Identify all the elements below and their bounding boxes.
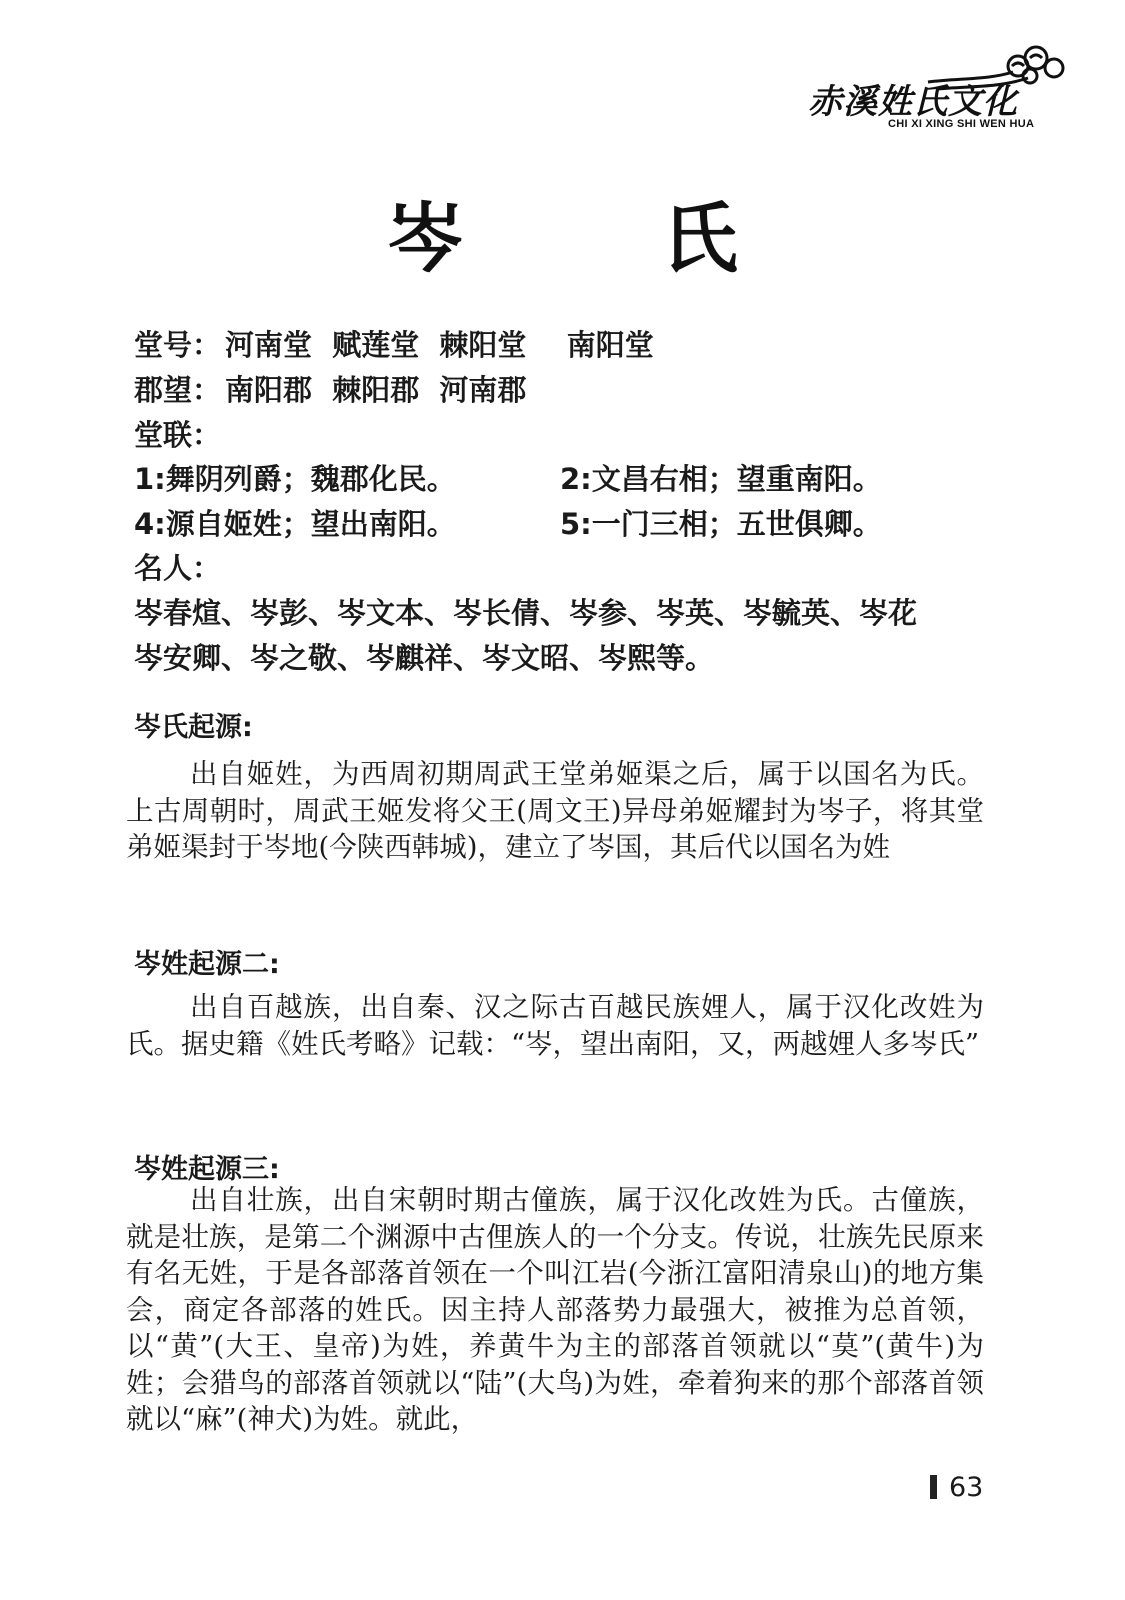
logo-subtitle: CHI XI XING SHI WEN HUA [888, 118, 1035, 130]
prefecture-row [134, 368, 526, 409]
couplet-2: 2:文昌右相；望重南阳。 [560, 462, 882, 496]
couplet-1: 1:舞阴列爵；魏郡化民。 [134, 462, 456, 496]
prefecture-value: 南阳郡 棘阳郡 河南郡 [225, 373, 527, 407]
hall-name-row [134, 323, 654, 364]
logo-title: 赤溪姓氏文化 [808, 82, 1018, 122]
section-heading-3: 岑姓起源三: [134, 1154, 280, 1185]
section-heading-1: 岑氏起源: [134, 712, 253, 743]
celebrities-line-1: 岑春煊、岑彭、岑文本、岑长倩、岑参、岑英、岑毓英、岑花 [134, 596, 918, 630]
hall-name-value: 河南堂 赋莲堂 棘阳堂 南阳堂 [225, 328, 654, 362]
hall-name-label: 堂号： [134, 328, 222, 362]
couplet-label: 堂联： [134, 418, 222, 452]
page-number [930, 1472, 983, 1503]
prefecture-label: 郡望： [134, 373, 222, 407]
page-number-value: 63 [949, 1472, 984, 1503]
couplet-5: 5:一门三相；五世俱卿。 [560, 507, 882, 541]
section-text-2: 出自百越族，出自秦、汉之际古百越民族娌人，属于汉化改姓为氏。据史籍《姓氏考略》记载：“岑，望出南阳，又，两越娌人多岑氏” [126, 991, 984, 1060]
couplet-4: 4:源自姬姓；望出南阳。 [134, 507, 456, 541]
celebrities-label: 名人： [134, 551, 222, 585]
section-text-1: 出自姬姓，为西周初期周武王堂弟姬渠之后，属于以国名为氏。上古周朝时，周武王姬发将父王(周文王)异母弟姬耀封为岑子，将其堂弟姬渠封于岑地(今陕西韩城)，建立了岑国，其后代以国名为姓 [126, 758, 984, 863]
page-number-bar [930, 1475, 937, 1499]
celebrities-line-2: 岑安卿、岑之敬、岑麒祥、岑文昭、岑熙等。 [134, 641, 715, 675]
page-title: 岑 氏 [387, 194, 824, 283]
section-text-3: 出自壮族，出自宋朝时期古僮族，属于汉化改姓为氏。古僮族，就是壮族，是第二个渊源中古俚族人的一个分支。传说，壮族先民原来有名无姓，于是各部落首领在一个叫江岩(今浙江富阳清泉山)的地方集会，商定各部落的姓氏。因主持人部落势力最强大，被推为总首领，以“黄”(大王、皇帝)为姓，养黄牛为主的部落首领就以“莫”(黄牛)为姓；会猎鸟的部落首领就以“陆”(大鸟)为姓，牵着狗来的那个部落首领就以“麻”(神犬)为姓。就此， [126, 1184, 984, 1435]
section-heading-2: 岑姓起源二: [134, 949, 280, 980]
header-logo [808, 44, 1068, 140]
